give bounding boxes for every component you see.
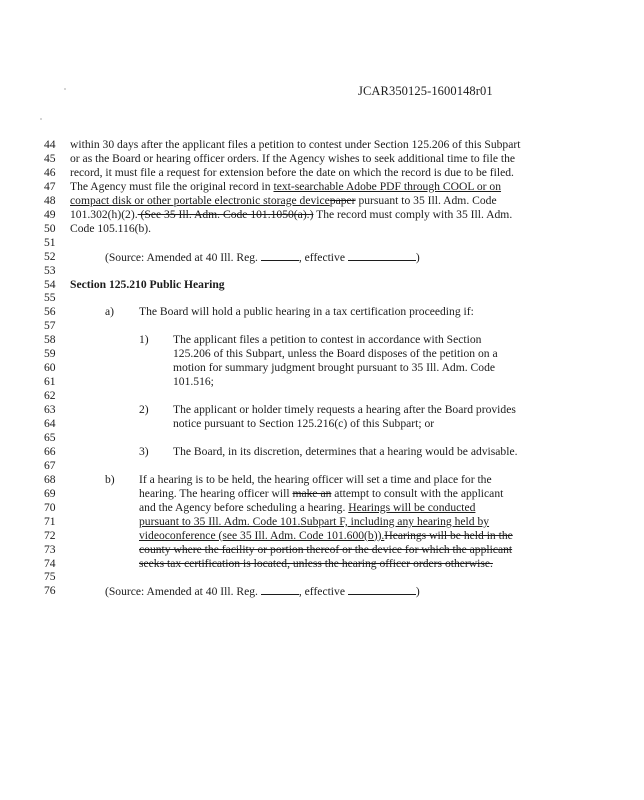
deleted-text: paper bbox=[329, 193, 356, 207]
text-run: within 30 days after the applicant files a petition to contest under Section 125.206 of this Subpart bbox=[70, 138, 521, 151]
list-marker: b) bbox=[105, 472, 115, 486]
text-run: notice pursuant to Section 125.216(c) of this Subpart; or bbox=[173, 417, 435, 430]
text-run: The applicant files a petition to contest in accordance with Section bbox=[173, 333, 482, 347]
line-number: 56 bbox=[44, 305, 56, 319]
line-number: 73 bbox=[44, 542, 56, 556]
fill-in-blank bbox=[348, 584, 416, 595]
deleted-text: make an bbox=[292, 486, 332, 500]
document-line bbox=[0, 180, 644, 194]
document-line bbox=[0, 431, 644, 445]
list-marker: 2) bbox=[139, 403, 149, 417]
document-line bbox=[0, 166, 644, 180]
line-number: 68 bbox=[44, 472, 56, 486]
inserted-text: pursuant to 35 Ill. Adm. Code 101.Subpart F, including any hearing held by bbox=[139, 514, 490, 528]
line-text bbox=[139, 515, 489, 529]
document-line bbox=[0, 152, 644, 166]
line-text bbox=[173, 417, 434, 431]
text-run: record, it must file a request for extension before the date on which the record is due to be filed. bbox=[70, 165, 514, 179]
line-number: 55 bbox=[44, 291, 56, 305]
document-line bbox=[0, 361, 644, 375]
line-text bbox=[70, 208, 512, 222]
document-line bbox=[0, 389, 644, 403]
line-text bbox=[139, 487, 503, 501]
document-line bbox=[0, 557, 644, 571]
line-text bbox=[173, 347, 498, 361]
line-text bbox=[70, 194, 497, 208]
document-line bbox=[0, 501, 644, 515]
text-run: motion for summary judgment brought pursuant to 35 Ill. Adm. Code bbox=[173, 361, 496, 375]
deleted-text: county where the facility or portion thereof or the device for which the applicant bbox=[139, 542, 513, 556]
line-number: 47 bbox=[44, 179, 56, 193]
text-run: ) bbox=[415, 585, 420, 599]
text-run: The record must comply with 35 Ill. Adm. bbox=[313, 207, 513, 221]
text-run: hearing. The hearing officer will bbox=[139, 486, 293, 500]
document-line bbox=[0, 208, 644, 222]
text-run: The Board will hold a public hearing in a tax certification proceeding if: bbox=[139, 305, 474, 319]
text-run: Code 105.116(b). bbox=[70, 221, 152, 235]
scan-speck bbox=[40, 118, 42, 120]
line-number: 67 bbox=[44, 458, 56, 472]
line-text bbox=[70, 152, 515, 166]
line-text bbox=[173, 333, 481, 347]
line-number: 58 bbox=[44, 333, 56, 347]
line-number: 61 bbox=[44, 375, 56, 389]
line-text bbox=[105, 584, 420, 599]
document-line bbox=[0, 138, 644, 152]
line-text bbox=[139, 501, 475, 515]
scan-speck bbox=[64, 88, 66, 90]
text-run: (Source: Amended at 40 Ill. Reg. bbox=[105, 250, 261, 264]
line-text bbox=[70, 180, 501, 194]
inserted-text: Hearings will be conducted bbox=[348, 500, 476, 514]
document-line bbox=[0, 417, 644, 431]
document-line bbox=[0, 333, 644, 347]
line-number: 60 bbox=[44, 361, 56, 375]
document-line bbox=[0, 319, 644, 333]
document-line bbox=[0, 291, 644, 305]
text-run: 125.206 of this Subpart, unless the Board disposes of the petition on a bbox=[173, 347, 498, 361]
text-run: The Board, in its discretion, determines that a hearing would be advisable. bbox=[173, 444, 518, 458]
line-text bbox=[70, 222, 151, 236]
line-number: 70 bbox=[44, 500, 56, 514]
deleted-text: seeks tax certification is located, unless the hearing officer orders otherwise. bbox=[139, 556, 493, 570]
inserted-text: videoconference (see 35 Ill. Adm. Code 101.600(b)). bbox=[139, 528, 385, 542]
fill-in-blank bbox=[261, 584, 299, 595]
line-number: 62 bbox=[44, 389, 56, 403]
line-text bbox=[139, 473, 492, 487]
text-run: and the Agency before scheduling a hearing. bbox=[139, 500, 349, 514]
text-run: attempt to consult with the applicant bbox=[331, 486, 504, 500]
line-number: 46 bbox=[44, 165, 56, 179]
inserted-text: text-searchable Adobe PDF through COOL or on bbox=[273, 179, 502, 193]
text-run: , effective bbox=[298, 250, 348, 264]
text-run: If a hearing is to be held, the hearing officer will set a time and place for the bbox=[139, 472, 492, 486]
document-line bbox=[0, 445, 644, 459]
document-line bbox=[0, 347, 644, 361]
line-number: 76 bbox=[44, 584, 56, 598]
line-number: 45 bbox=[44, 151, 56, 165]
text-run: pursuant to 35 Ill. Adm. Code bbox=[355, 193, 497, 207]
line-number: 65 bbox=[44, 430, 56, 444]
line-number: 53 bbox=[44, 263, 56, 277]
line-text bbox=[139, 543, 512, 557]
line-text bbox=[139, 305, 474, 319]
line-number: 52 bbox=[44, 249, 56, 263]
section-heading: Section 125.210 Public Hearing bbox=[70, 277, 225, 291]
document-id: JCAR350125-1600148r01 bbox=[358, 84, 493, 98]
line-number: 71 bbox=[44, 514, 56, 528]
text-run: 101.302(h)(2). bbox=[70, 207, 138, 221]
document-line bbox=[0, 529, 644, 543]
document-line bbox=[0, 515, 644, 529]
deleted-text: (See 35 Ill. Adm. Code 101.1050(a).) bbox=[137, 207, 314, 221]
line-text bbox=[173, 403, 516, 417]
document-line bbox=[0, 264, 644, 278]
line-text bbox=[70, 166, 514, 180]
document-line bbox=[0, 459, 644, 473]
document-line bbox=[0, 305, 644, 319]
text-run: or as the Board or hearing officer orders. If the Agency wishes to seek additional time to file the bbox=[70, 151, 516, 165]
line-number: 69 bbox=[44, 486, 56, 500]
line-text bbox=[139, 557, 493, 571]
document-line bbox=[0, 487, 644, 501]
document-line bbox=[0, 584, 644, 598]
line-text bbox=[139, 529, 513, 543]
deleted-text: Hearings will be held in the bbox=[384, 528, 513, 542]
line-number: 75 bbox=[44, 570, 56, 584]
fill-in-blank bbox=[348, 250, 416, 261]
line-number: 51 bbox=[44, 235, 56, 249]
line-text bbox=[173, 445, 518, 459]
line-number: 66 bbox=[44, 444, 56, 458]
line-number: 49 bbox=[44, 207, 56, 221]
line-text bbox=[70, 138, 520, 152]
document-line bbox=[0, 473, 644, 487]
line-number: 72 bbox=[44, 528, 56, 542]
text-run: The applicant or holder timely requests a hearing after the Board provides bbox=[173, 403, 516, 417]
document-line bbox=[0, 375, 644, 389]
line-text bbox=[173, 361, 495, 375]
list-marker: a) bbox=[105, 305, 115, 319]
list-marker: 1) bbox=[139, 333, 149, 347]
line-number: 63 bbox=[44, 403, 56, 417]
line-number: 48 bbox=[44, 193, 56, 207]
document-line bbox=[0, 250, 644, 264]
text-run: , effective bbox=[298, 585, 348, 599]
line-text bbox=[173, 375, 214, 389]
line-number: 59 bbox=[44, 347, 56, 361]
document-line bbox=[0, 278, 644, 292]
document-line bbox=[0, 236, 644, 250]
list-marker: 3) bbox=[139, 444, 149, 458]
line-text bbox=[70, 278, 225, 292]
line-text bbox=[105, 250, 420, 265]
document-line bbox=[0, 194, 644, 208]
text-run: 101.516; bbox=[173, 375, 214, 389]
document-line bbox=[0, 222, 644, 236]
line-number: 57 bbox=[44, 319, 56, 333]
document-line bbox=[0, 403, 644, 417]
text-run: (Source: Amended at 40 Ill. Reg. bbox=[105, 585, 261, 599]
fill-in-blank bbox=[261, 250, 299, 261]
line-number: 54 bbox=[44, 277, 56, 291]
line-number: 44 bbox=[44, 138, 56, 151]
line-number: 50 bbox=[44, 221, 56, 235]
text-run: ) bbox=[415, 250, 420, 264]
text-run: The Agency must file the original record in bbox=[70, 179, 274, 193]
document-line bbox=[0, 570, 644, 584]
inserted-text: compact disk or other portable electronic storage device bbox=[70, 193, 330, 207]
line-number: 74 bbox=[44, 556, 56, 570]
document-line bbox=[0, 543, 644, 557]
line-number: 64 bbox=[44, 417, 56, 430]
